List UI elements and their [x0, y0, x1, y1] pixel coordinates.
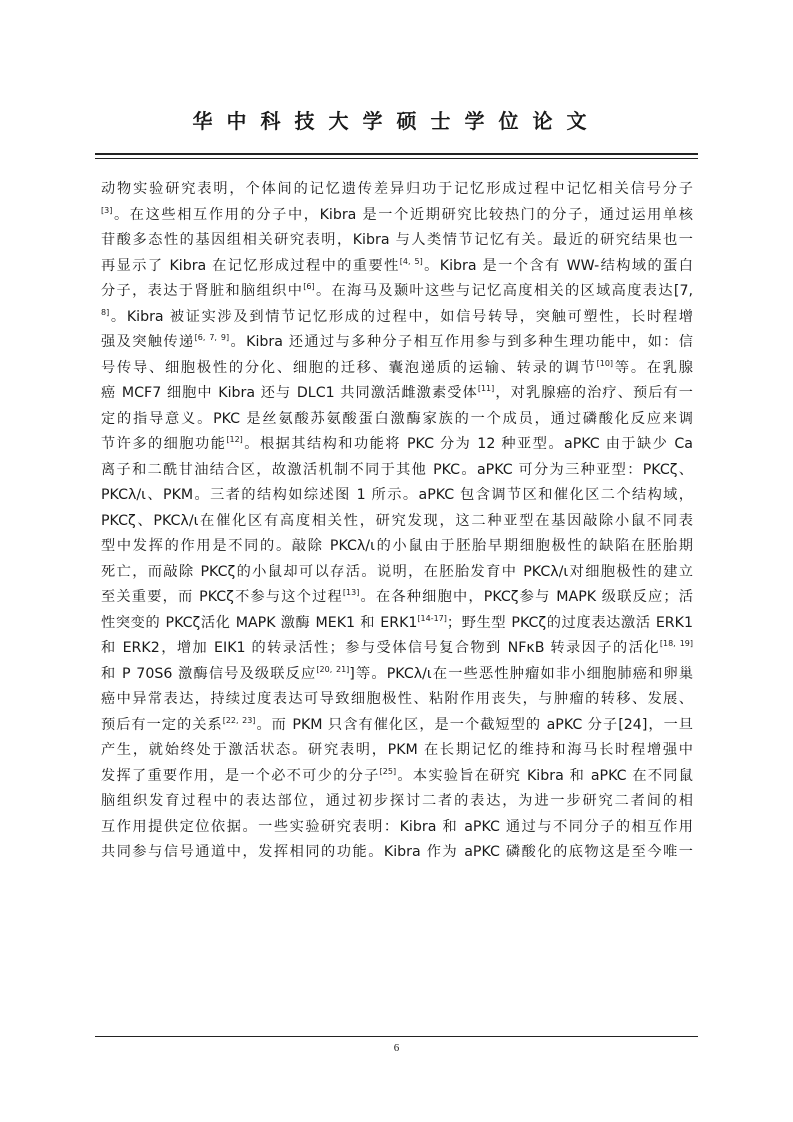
- text-run: PKCζ、PKCλ/ι在催化区有高度相关性，研究发现，这二种亚型在基因敲除小鼠不同表: [101, 512, 693, 529]
- text-line: [101, 840, 693, 866]
- running-header-title: 华中科技大学硕士学位论文: [192, 109, 601, 133]
- text-run: 再显示了 Kibra 在记忆形成过程中的重要性: [101, 257, 400, 274]
- text-line: [101, 560, 693, 586]
- citation-superscript: [25]: [379, 766, 397, 776]
- text-line: [101, 585, 693, 611]
- text-run: 离子和二酰甘油结合区，故激活机制不同于其他 PKC。aPKC 可分为三种亚型：PKCζ、: [101, 461, 693, 478]
- text-run: ]等。PKCλ/ι在一些恶性肿瘤如非小细胞肺癌和卵巢: [349, 665, 694, 682]
- text-run: 脑组织发育过程中的表达部位，通过初步探讨二者的表达，为进一步研究二者间的相: [101, 793, 693, 809]
- header-rule-thin: [95, 158, 698, 159]
- text-line: [101, 662, 693, 688]
- text-run: 。在各种细胞中，PKCζ参与 MAPK 级联反应；活: [359, 589, 693, 605]
- text-run: 预后有一定的关系: [101, 716, 223, 733]
- text-run: ；野生型 PKCζ的过度表达激活 ERK1: [446, 614, 693, 631]
- text-line: [101, 815, 693, 841]
- text-line: [101, 483, 693, 509]
- text-run: 。Kibra 还通过与多种分子相互作用参与到多种生理功能中，如：信: [229, 334, 693, 350]
- text-line: [101, 738, 693, 764]
- text-run: 和 P 70S6 激酶信号及级联反应: [101, 665, 317, 682]
- citation-superscript: [13]: [342, 588, 360, 597]
- citation-superscript: [12]: [226, 435, 243, 444]
- text-line: [101, 713, 693, 739]
- text-run: 。Kibra 被证实涉及到情节记忆形成的过程中，如信号转导，突触可塑性，长时程增: [109, 308, 693, 325]
- text-line: [101, 254, 693, 280]
- citation-superscript: [4, 5]: [399, 256, 423, 266]
- text-run: 号传导、细胞极性的分化、细胞的迁移、囊泡递质的运输、转录的调节: [101, 359, 597, 376]
- text-run: ，对乳腺癌的治疗、预后有一: [494, 385, 693, 401]
- text-run: 共同参与信号通道中，发挥相同的功能。Kibra 作为 aPKC 磷酸化的底物这是至今唯一: [101, 844, 693, 860]
- text-line: [101, 764, 693, 790]
- text-line: [101, 279, 693, 305]
- text-run: 至关重要，而 PKCζ不参与这个过程: [101, 589, 343, 605]
- text-run: 互作用提供定位依据。一些实验研究表明：Kibra 和 aPKC 通过与不同分子的相互作用: [101, 818, 693, 835]
- text-run: 节许多的细胞功能: [101, 436, 227, 452]
- text-line: [101, 228, 693, 254]
- text-line: [101, 407, 693, 433]
- citation-superscript: [18, 19]: [659, 639, 693, 648]
- text-run: 型中发挥的作用是不同的。敲除 PKCλ/ι的小鼠由于胚胎早期细胞极性的缺陷在胚胎期: [101, 538, 693, 554]
- text-run: 分子，表达于肾脏和脑组织中: [101, 283, 304, 299]
- citation-superscript: [10]: [596, 358, 614, 368]
- text-run: 产生，就始终处于激活状态。研究表明，PKM 在长期记忆的维持和海马长时程增强中: [101, 742, 693, 758]
- text-line: [101, 534, 693, 560]
- text-run: PKCλ/ι、PKM。三者的结构如综述图 1 所示。aPKC 包含调节区和催化区二个结构域，: [101, 487, 693, 503]
- text-line: [101, 458, 693, 484]
- text-run: 发挥了重要作用，是一个必不可少的分子: [101, 767, 380, 784]
- text-line: [101, 305, 693, 331]
- text-run: 。Kibra 是一个含有 WW-结构域的蛋白: [422, 257, 693, 274]
- citation-superscript: [6]: [303, 282, 315, 291]
- text-run: 。本实验旨在研究 Kibra 和 aPKC 在不同鼠: [396, 767, 693, 784]
- text-run: 苷酸多态性的基因组相关研究表明，Kibra 与人类情节记忆有关。最近的研究结果也一: [101, 232, 693, 248]
- citation-superscript: [14-17]: [417, 613, 447, 623]
- text-line: [101, 381, 693, 407]
- text-line: [101, 330, 693, 356]
- citation-superscript: [22, 23]: [222, 715, 256, 725]
- text-run: 。根据其结构和功能将 PKC 分为 12 种亚型。aPKC 由于缺少 Ca: [242, 436, 693, 452]
- text-line: [101, 789, 693, 815]
- text-run: 。在这些相互作用的分子中，Kibra 是一个近期研究比较热门的分子，通过运用单核: [112, 206, 693, 223]
- text-run: 癌 MCF7 细胞中 Kibra 还与 DLC1 共同激活雌激素受体: [101, 385, 478, 401]
- citation-superscript: [6, 7, 9]: [194, 333, 230, 342]
- footer-rule: [95, 1036, 698, 1037]
- header-rule-thick: [95, 153, 698, 155]
- text-line: [101, 636, 693, 662]
- text-run: 死亡，而敲除 PKCζ的小鼠却可以存活。说明，在胚胎发育中 PKCλ/ι对细胞极性的建立: [101, 563, 693, 580]
- text-line: [101, 687, 693, 713]
- text-run: 癌中异常表达，持续过度表达可导致细胞极性、粘附作用丧失，与肿瘤的转移、发展、: [101, 691, 693, 707]
- text-line: [101, 611, 693, 637]
- page-number: 6: [393, 1042, 400, 1054]
- text-line: [101, 432, 693, 458]
- citation-superscript: 8]: [101, 307, 110, 317]
- text-line: [101, 177, 693, 203]
- text-line: [101, 203, 693, 229]
- text-run: 等。在乳腺: [613, 359, 693, 376]
- text-line: [101, 509, 693, 535]
- text-run: 性突变的 PKCζ活化 MAPK 激酶 MEK1 和 ERK1: [101, 614, 418, 631]
- body-paragraph: [101, 177, 693, 866]
- citation-superscript: [3]: [101, 205, 113, 215]
- text-line: [101, 356, 693, 382]
- text-run: 。而 PKM 只含有催化区，是一个截短型的 aPKC 分子[24]，一旦: [255, 716, 693, 733]
- citation-superscript: [11]: [477, 384, 495, 393]
- citation-superscript: [20, 21]: [316, 664, 350, 674]
- text-run: 。在海马及颞叶这些与记忆高度相关的区域高度表达[7,: [314, 283, 693, 299]
- text-run: 强及突触传递: [101, 334, 195, 350]
- text-run: 定的指导意义。PKC 是丝氨酸苏氨酸蛋白激酶家族的一个成员，通过磷酸化反应来调: [101, 410, 693, 427]
- text-run: 动物实验研究表明，个体间的记忆遗传差异归功于记忆形成过程中记忆相关信号分子: [101, 181, 693, 197]
- text-run: 和 ERK2，增加 EIK1 的转录活性；参与受体信号复合物到 NFκB 转录因子的活化: [101, 640, 660, 656]
